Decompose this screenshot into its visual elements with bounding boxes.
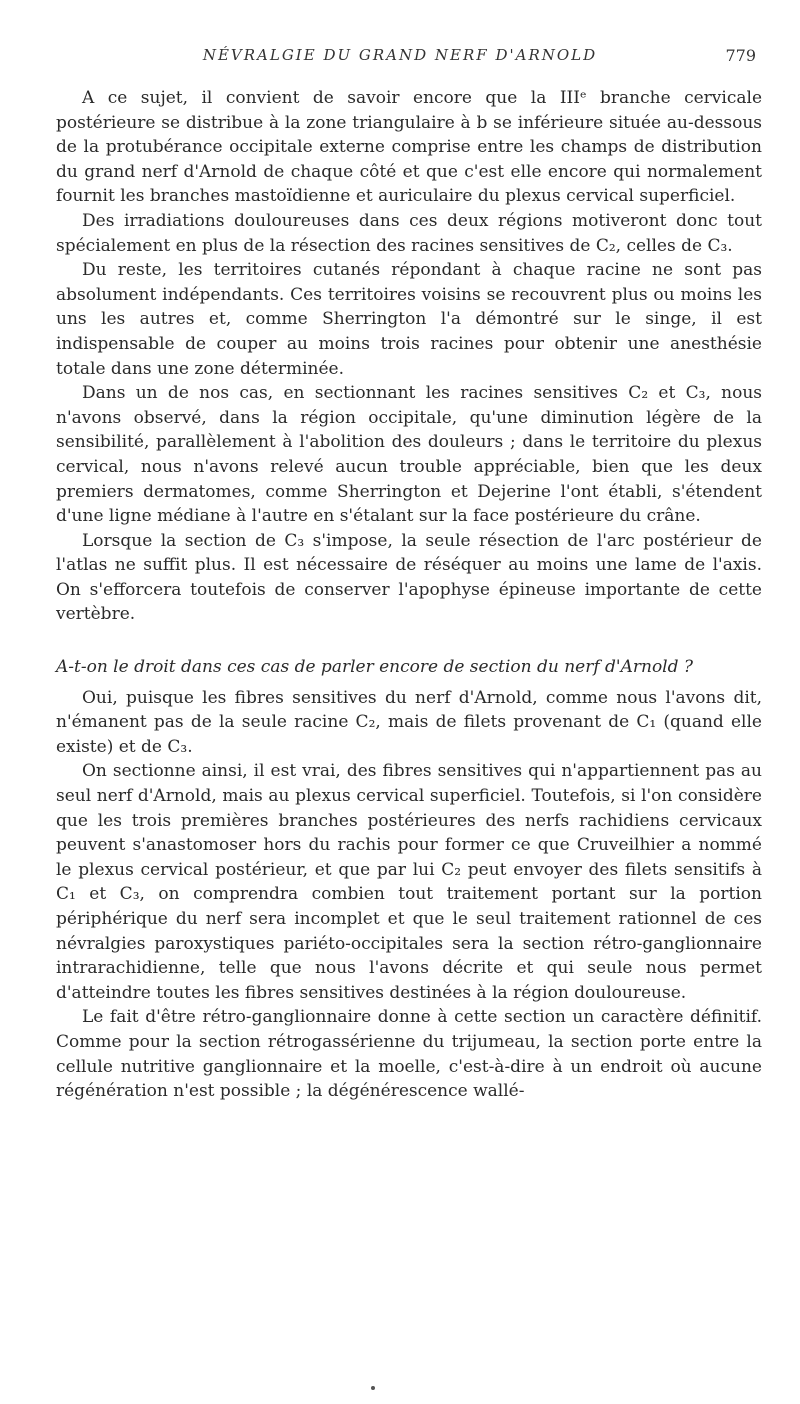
- ink-dot: [371, 1386, 375, 1390]
- section-question: A-t-on le droit dans ces cas de parler encore de section du nerf d'Arnold ?: [56, 657, 694, 678]
- paragraph: On sectionne ainsi, il est vrai, des fibres sensitives qui n'appartiennent pas au seul nerf d'Arnold, mais au plexus cervical superficiel. Toutefois, si l'on considère que les trois premières branches postérieures des nerfs rachidiens cervicaux peuvent s'anastomoser hors du rachis pour former ce que Cruveilhier a nommé le plexus cervical postérieur, et que par lui C₂ peut envoyer des filets sensitifs à C₁ et C₃, on comprendra combien tout traitement portant sur la portion périphérique du nerf sera incomplet et que le seul traitement rationnel de ces névralgies paroxystiques pariéto-occipitales sera la section rétro-ganglionnaire intrarachidienne, telle que nous l'avons décrite et qui seule nous permet d'atteindre toutes les fibres sensitives destinées à la région douloureuse.: [56, 761, 762, 1003]
- paragraph: Le fait d'être rétro-ganglionnaire donne à cette section un caractère définitif. Comme pour la section rétrogassérienne du trijumeau, la section porte entre la cellule nutritive ganglionnaire et la moelle, c'est-à-dire à un endroit où aucune régénération n'est possible ; la dégénérescence wallé-: [56, 1007, 762, 1102]
- running-title: NÉVRALGIE DU GRAND NERF D'ARNOLD: [202, 46, 598, 64]
- page-number: 779: [725, 46, 756, 65]
- paragraph: Des irradiations douloureuses dans ces deux régions motiveront donc tout spécialement en plus de la résection des racines sensitives de C₂, celles de C₃.: [56, 210, 762, 256]
- paragraph: A ce sujet, il convient de savoir encore que la IIIᵉ branche cervicale postérieure se distribue à la zone triangulaire à b se inférieure située au-dessous de la protubérance occipitale externe comprise entre les champs de distribution du grand nerf d'Arnold de chaque côté et que c'est elle encore qui normalement fournit les branches mastoïdienne et auriculaire du plexus cervical superficiel.: [56, 88, 762, 207]
- paragraph: Lorsque la section de C₃ s'impose, la seule résection de l'arc postérieur de l'atlas ne suffit plus. Il est nécessaire de réséquer au moins une lame de l'axis. On s'efforcera toutefois de conserver l'apophyse épineuse importante de cette vertèbre.: [56, 530, 762, 625]
- paragraph: Dans un de nos cas, en sectionnant les racines sensitives C₂ et C₃, nous n'avons observé, dans la région occipitale, qu'une diminution légère de la sensibilité, parallèlement à l'abolition des douleurs ; dans le territoire du plexus cervical, nous n'avons relevé aucun trouble appréciable, bien que les deux premiers dermatomes, comme Sherrington et Dejerine l'ont établi, s'étendent d'une ligne médiane à l'autre en s'étalant sur la face postérieure du crâne.: [56, 383, 762, 527]
- paragraph: Oui, puisque les fibres sensitives du nerf d'Arnold, comme nous l'avons dit, n'émanent pas de la seule racine C₂, mais de filets provenant de C₁ (quand elle existe) et de C₃.: [56, 687, 762, 757]
- paragraph: Du reste, les territoires cutanés répondant à chaque racine ne sont pas absolument indépendants. Ces territoires voisins se recouvrent plus ou moins les uns les autres et, comme Sherrington l'a démontré sur le singe, il est indispensable de couper au moins trois racines pour obtenir une anesthésie totale dans une zone déterminée.: [56, 260, 762, 379]
- body-text: [56, 86, 762, 1104]
